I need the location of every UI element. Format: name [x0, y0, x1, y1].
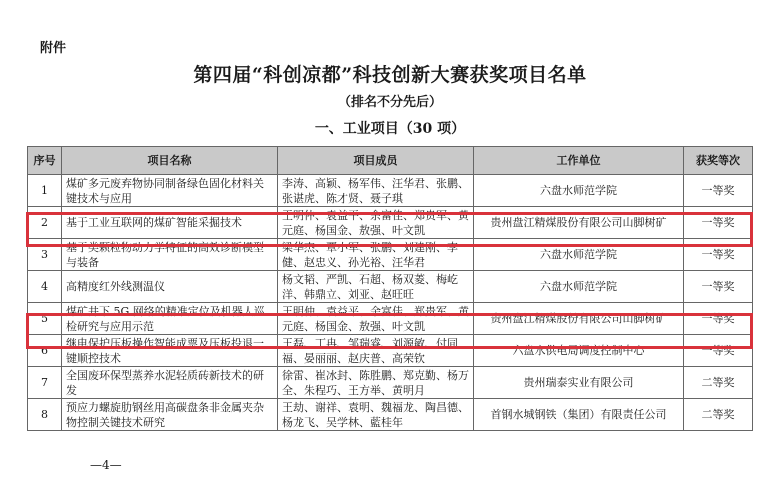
cell-no: 8: [28, 399, 62, 431]
cell-no: 7: [28, 367, 62, 399]
cell-award: 二等奖: [684, 399, 753, 431]
table-row: [28, 303, 753, 335]
cell-unit: 贵州盘江精煤股份有限公司山脚树矿: [474, 303, 684, 335]
cell-members: 徐雷、崔冰封、陈胜鹏、郑克勤、杨万全、朱程巧、王方举、黄明月: [278, 367, 474, 399]
cell-project-name: 基于工业互联网的煤矿智能采掘技术: [62, 207, 278, 239]
column-header-no: 序号: [28, 147, 62, 175]
cell-members: 王明仲、袁益平、余富佳、郑贵军、黄元庭、杨国金、敖强、叶文凯: [278, 303, 474, 335]
cell-project-name: 煤矿多元废弃物协同制备绿色固化材料关键技术与应用: [62, 175, 278, 207]
attachment-label: 附件: [40, 41, 67, 56]
cell-unit: 六盘水师范学院: [474, 271, 684, 303]
document-title: 第四届“科创凉都”科技创新大赛获奖项目名单: [193, 64, 587, 86]
cell-no: 3: [28, 239, 62, 271]
cell-award: 一等奖: [684, 335, 753, 367]
cell-project-name: 高精度红外线测温仪: [62, 271, 278, 303]
table-row: [28, 399, 753, 431]
cell-members: 李涛、高颖、杨军伟、汪华君、张鹏、张谌虎、陈才贤、聂子琪: [278, 175, 474, 207]
table-row: [28, 207, 753, 239]
table-header-row: [28, 147, 753, 175]
cell-award: 一等奖: [684, 303, 753, 335]
cell-no: 1: [28, 175, 62, 207]
cell-members: 王磊、丁冉、邹瑞睿、刘源敏、付同福、晏丽丽、赵庆普、高荣钦: [278, 335, 474, 367]
cell-members: 王明仲、袁益平、余富佳、郑贵军、黄元庭、杨国金、敖强、叶文凯: [278, 207, 474, 239]
table-row: [28, 239, 753, 271]
cell-unit: 六盘水供电局调度控制中心: [474, 335, 684, 367]
cell-members: 王劫、谢祥、袁明、魏福龙、陶昌德、杨龙飞、吴学林、藍桂年: [278, 399, 474, 431]
page-number: —4—: [90, 458, 122, 472]
column-header-name: 项目名称: [62, 147, 278, 175]
cell-project-name: 全国废环保型蒸养水泥轻质砖新技术的研发: [62, 367, 278, 399]
table-row: [28, 335, 753, 367]
cell-members: 梁华杰、覃小军、张鹏、刘建刚、李健、赵忠义、孙光裕、汪华君: [278, 239, 474, 271]
cell-no: 2: [28, 207, 62, 239]
cell-unit: 首钢水城钢铁（集团）有限责任公司: [474, 399, 684, 431]
table-row: [28, 271, 753, 303]
awards-table: [27, 146, 753, 431]
cell-project-name: 煤矿井下 5G 网络的精准定位及机器人巡检研究与应用示范: [62, 303, 278, 335]
cell-unit: 六盘水师范学院: [474, 239, 684, 271]
cell-unit: 贵州盘江精煤股份有限公司山脚树矿: [474, 207, 684, 239]
cell-members: 杨文韬、严凯、石超、杨双菱、梅屹洋、韩鼎立、刘亚、赵旺旺: [278, 271, 474, 303]
cell-no: 6: [28, 335, 62, 367]
cell-no: 5: [28, 303, 62, 335]
column-header-unit: 工作单位: [474, 147, 684, 175]
cell-award: 一等奖: [684, 207, 753, 239]
cell-award: 二等奖: [684, 367, 753, 399]
cell-project-name: 预应力螺旋肋钢丝用高碳盘条非金属夹杂物控制关键技术研究: [62, 399, 278, 431]
cell-award: 一等奖: [684, 175, 753, 207]
table-row: [28, 367, 753, 399]
section-title: 一、工业项目（30 项）: [314, 121, 466, 137]
table-row: [28, 175, 753, 207]
cell-project-name: 基于类颗粒物动力学特征的高效诊断模型与装备: [62, 239, 278, 271]
cell-award: 一等奖: [684, 239, 753, 271]
document-subtitle: （排名不分先后）: [337, 95, 442, 110]
cell-no: 4: [28, 271, 62, 303]
cell-project-name: 继电保护压板操作智能成票及压板投退一键顺控技术: [62, 335, 278, 367]
cell-award: 一等奖: [684, 271, 753, 303]
column-header-award: 获奖等次: [684, 147, 753, 175]
cell-unit: 贵州瑞泰实业有限公司: [474, 367, 684, 399]
cell-unit: 六盘水师范学院: [474, 175, 684, 207]
column-header-members: 项目成员: [278, 147, 474, 175]
